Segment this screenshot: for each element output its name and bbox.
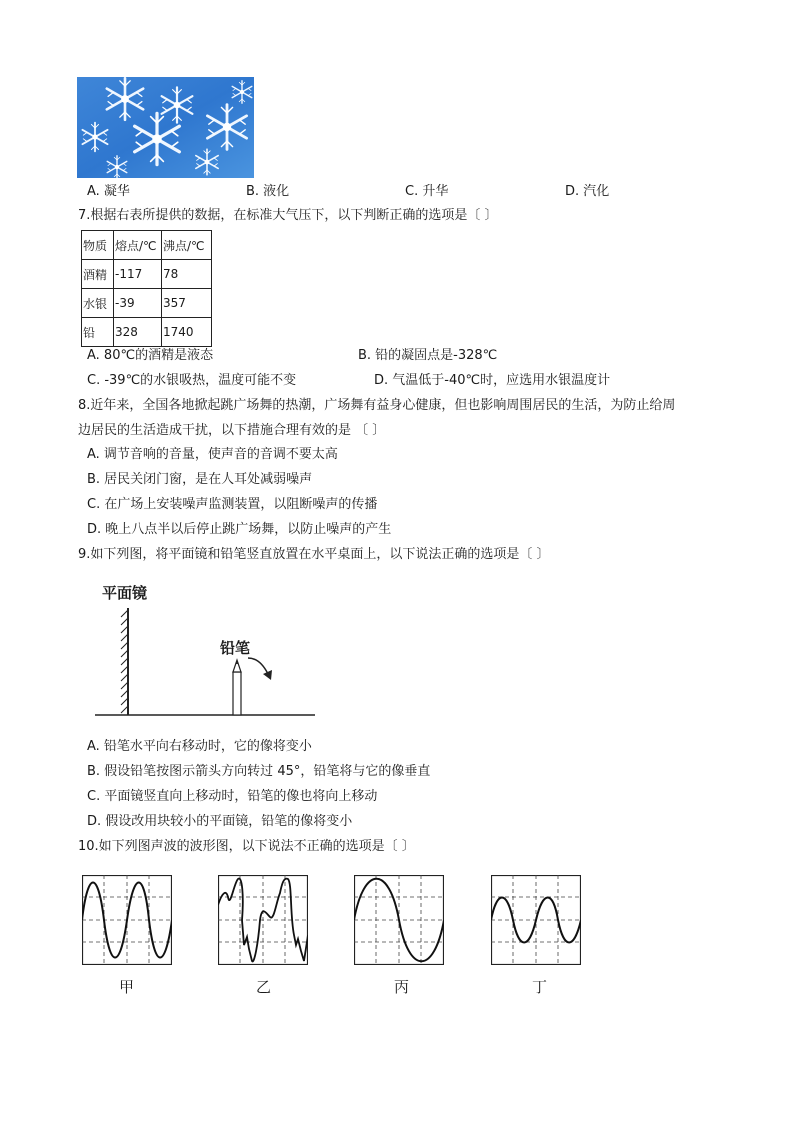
table-row: [82, 318, 212, 347]
mirror-hatching: [121, 610, 128, 713]
caption-ding: 丁: [532, 978, 548, 996]
q8-option-a: A. 调节音响的音量，使声音的音调不要太高: [87, 447, 338, 462]
q6-option-a: A. 凝华: [87, 184, 130, 199]
mirror-label: 平面镜: [102, 584, 148, 602]
q7-option-c: C. -39℃的水银吸热，温度可能不变: [87, 373, 297, 388]
table-row: [82, 260, 212, 289]
q7-option-b: B. 铅的凝固点是-328℃: [358, 348, 498, 363]
table-header-cell: 沸点/℃: [162, 231, 212, 260]
waveform-jia: [82, 875, 172, 965]
table-cell: 357: [162, 289, 212, 318]
table-cell: 78: [162, 260, 212, 289]
snowflake-photo: [77, 77, 254, 178]
table-cell: 1740: [162, 318, 212, 347]
q7-data-table: [81, 230, 212, 347]
q9-option-b: B. 假设铅笔按图示箭头方向转过 45°，铅笔将与它的像垂直: [87, 764, 431, 779]
q8-option-c: C. 在广场上安装噪声监测装置，以阻断噪声的传播: [87, 497, 378, 512]
q8-stem-line1: 8.近年来，全国各地掀起跳广场舞的热潮，广场舞有益身心健康，但也影响周围居民的生活，为防止给周: [78, 398, 676, 413]
table-cell: 328: [114, 318, 162, 347]
waveform-ding: [491, 875, 581, 965]
q9-mirror-pencil-figure: [90, 580, 320, 725]
q7-option-d: D. 气温低于-40℃时，应选用水银温度计: [374, 373, 611, 388]
q8-option-b: B. 居民关闭门窗，是在人耳处减弱噪声: [87, 472, 313, 487]
pencil-label: 铅笔: [220, 639, 251, 657]
q8-stem-line2: 边居民的生活造成干扰，以下措施合理有效的是 〔 〕: [78, 423, 386, 438]
table-cell: 酒精: [82, 260, 114, 289]
q6-option-b: B. 液化: [246, 184, 290, 199]
table-header-row: [82, 231, 212, 260]
table-cell: -117: [114, 260, 162, 289]
q7-option-a: A. 80℃的酒精是液态: [87, 348, 214, 363]
q10-stem: 10.如下列图声波的波形图，以下说法不正确的选项是〔 〕: [78, 839, 415, 854]
waveform-bing: [354, 875, 444, 965]
q9-stem: 9.如下列图，将平面镜和铅笔竖直放置在水平桌面上，以下说法正确的选项是〔 〕: [78, 547, 550, 562]
q7-stem: 7.根据右表所提供的数据，在标准大气压下，以下判断正确的选项是〔 〕: [78, 208, 498, 223]
q9-option-d: D. 假设改用块较小的平面镜，铅笔的像将变小: [87, 814, 353, 829]
table-header-cell: 物质: [82, 231, 114, 260]
waveform-yi: [218, 875, 308, 965]
caption-bing: 丙: [394, 978, 410, 996]
caption-yi: 乙: [256, 978, 272, 996]
table-row: [82, 289, 212, 318]
q9-option-a: A. 铅笔水平向右移动时，它的像将变小: [87, 739, 312, 754]
q6-option-d: D. 汽化: [565, 184, 610, 199]
pencil-drawing: [233, 660, 241, 715]
rotation-arrow: [248, 658, 268, 674]
caption-jia: 甲: [119, 978, 135, 996]
table-cell: 水银: [82, 289, 114, 318]
table-cell: 铅: [82, 318, 114, 347]
q8-option-d: D. 晚上八点半以后停止跳广场舞，以防止噪声的产生: [87, 522, 392, 537]
q6-option-c: C. 升华: [405, 184, 449, 199]
table-header-cell: 熔点/℃: [114, 231, 162, 260]
q9-option-c: C. 平面镜竖直向上移动时，铅笔的像也将向上移动: [87, 789, 378, 804]
table-cell: -39: [114, 289, 162, 318]
